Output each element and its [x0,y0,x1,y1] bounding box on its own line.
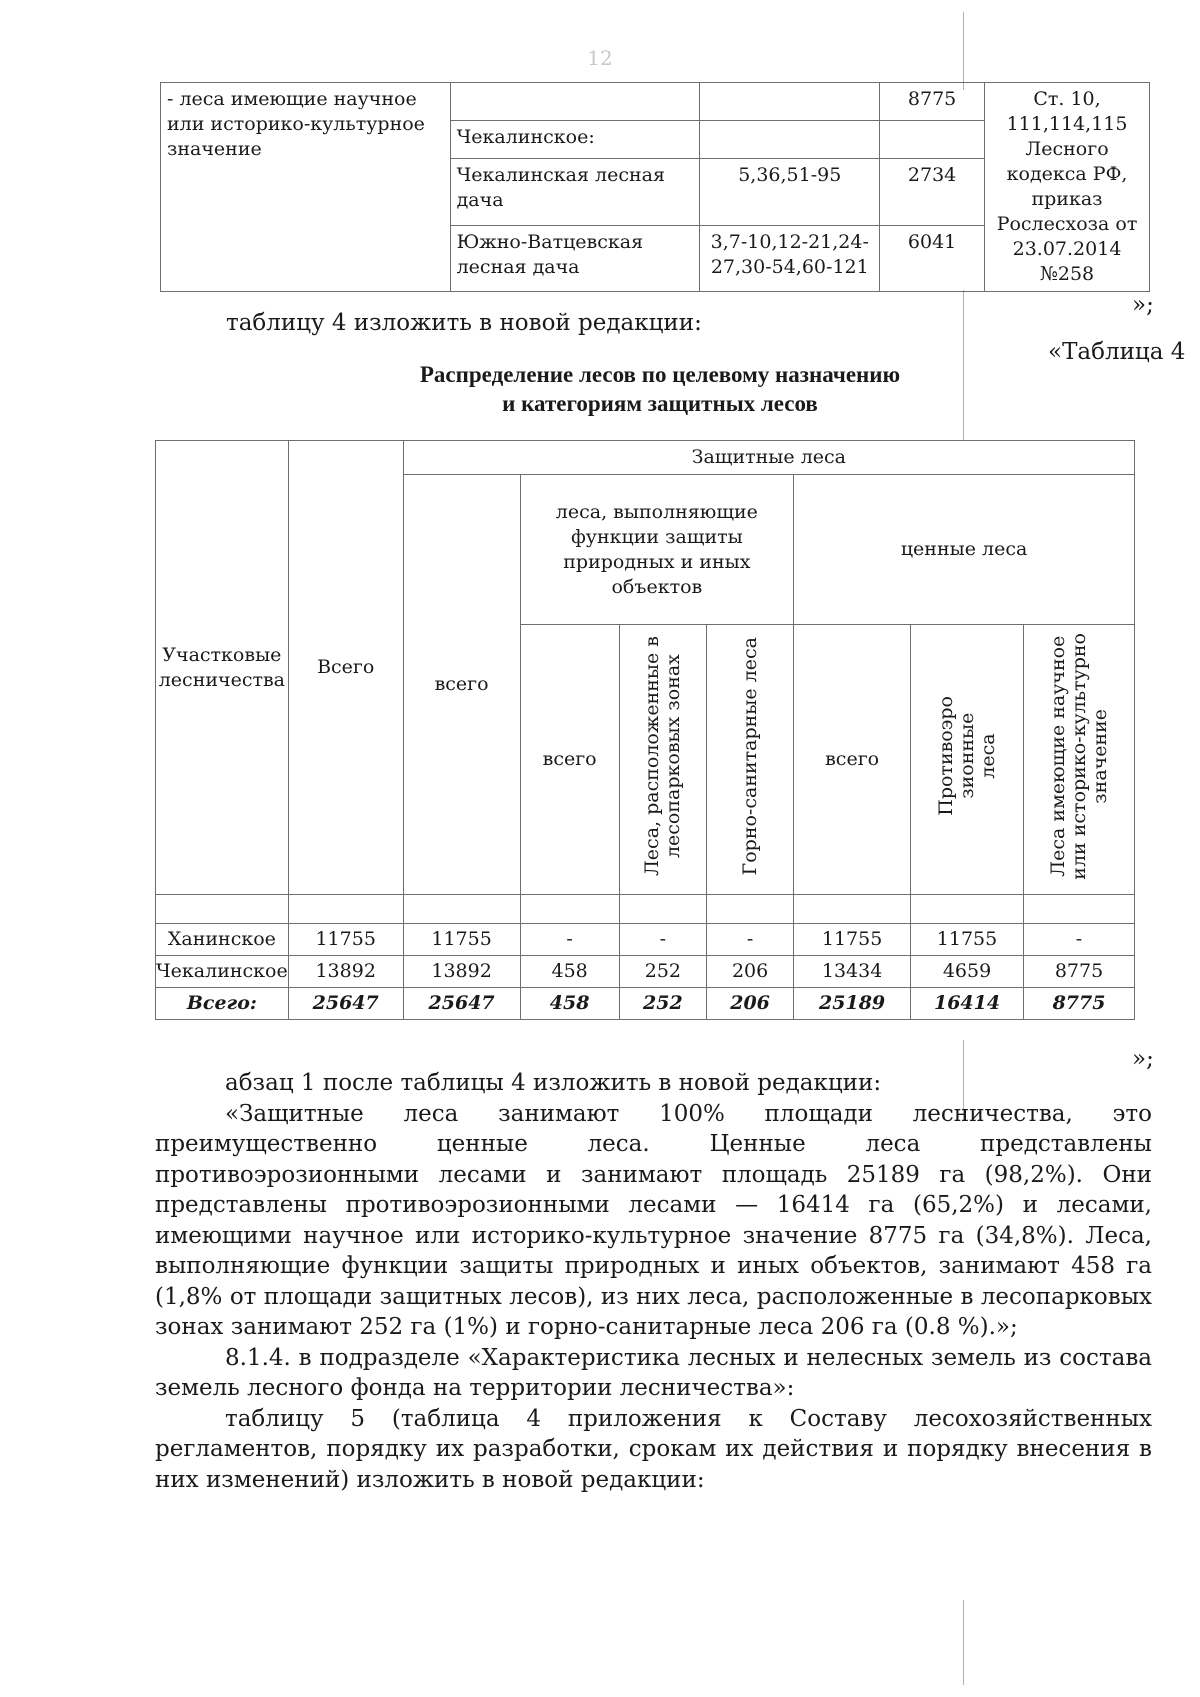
cell-pf-total: 458 [520,956,619,988]
header-scientific [1024,625,1135,895]
cell-name: Ханинское [156,924,289,956]
title-line: Распределение лесов по целевому назначению [419,362,901,387]
area-cell: 2734 [880,159,985,225]
header-protection-functions: леса, выполняющие функции защиты природных и иных объектов [520,475,794,625]
area-cell: 6041 [880,225,985,291]
table-caption: «Таблица 4 [1048,339,1186,365]
empty-cell [794,895,911,924]
header-valuable: ценные леса [794,475,1135,625]
header-pf-total: всего [520,625,619,895]
header-scientific-text: Леса имеющие научное или историко-культурно значение [1046,632,1111,880]
table-row [156,956,1135,988]
header-mountain [706,625,793,895]
empty-cell [403,895,520,924]
top-table [160,82,1150,292]
cell-total: 13892 [288,956,403,988]
category-total-cell: 8775 [880,83,985,121]
cell-val-total: 13434 [794,956,911,988]
cell-pf-total: 458 [520,988,619,1020]
empty-cell [1024,895,1135,924]
dacha-name-cell: Южно-Ватцевская лесная дача [450,225,700,291]
forestry-cell: Чекалинское: [450,121,700,159]
cell-total: 11755 [288,924,403,956]
cell-name: Всего: [156,988,289,1020]
empty-cell [700,121,880,159]
paragraph: таблицу 5 (таблица 4 приложения к Составу лесохозяйственных регламентов, порядку их разработки, срокам их действия и порядку внесения в них изменений) изложить в новой редакции: [155,1405,1152,1493]
header-anti-erosion-text: Противоэро зионные леса [934,696,999,816]
cell-prot-total: 11755 [403,924,520,956]
header-val-total: всего [794,625,911,895]
header-anti-erosion [911,625,1024,895]
empty-cell [288,895,403,924]
empty-cell [880,121,985,159]
quarters-cell: 5,36,51-95 [700,159,880,225]
quote-end: »; [1132,1046,1154,1072]
cell-prot-total: 25647 [403,988,520,1020]
empty-cell [706,895,793,924]
cell-prot-total: 13892 [403,956,520,988]
cell-anti-erosion: 4659 [911,956,1024,988]
header-prot-total: всего [403,475,520,895]
cell-val-total: 11755 [794,924,911,956]
page-number: 12 [587,46,613,70]
table-row [156,924,1135,956]
empty-cell [911,895,1024,924]
cell-name: Чекалинское [156,956,289,988]
table-title [300,360,1020,418]
empty-cell [700,83,880,121]
quarters-cell: 3,7-10,12-21,24-27,30-54,60-121 [700,225,880,291]
legal-basis-cell: Ст. 10, 111,114,115 Лесного кодекса РФ, приказ Рослесхоза от 23.07.2014 №258 [985,83,1150,292]
instruction-text: таблицу 4 изложить в новой редакции: [226,310,702,336]
cell-mountain: 206 [706,988,793,1020]
empty-cell [619,895,706,924]
cell-mountain: 206 [706,956,793,988]
header-forest-park [619,625,706,895]
paragraph: 8.1.4. в подразделе «Характеристика лесных и нелесных земель из состава земель лесного фонда на территории лесничества»: [155,1344,1152,1401]
category-cell: - леса имеющие научное или историко-культурное значение [161,83,451,292]
margin-line [963,12,964,90]
title-line: и категориям защитных лесов [502,391,818,416]
margin-line [963,1600,964,1685]
distribution-table [155,440,1135,1020]
paragraph: «Защитные леса занимают 100% площади лесничества, это преимущественно ценные леса. Ценные леса представлены противоэрозионными лесами и занимают площадь 25189 га (98,2%). Они представлены противоэрозионными лесами — 16414 га (65,2%) и лесами, имеющими научное или историко-культурное значение 8775 га (34,8%). Леса, выполняющие функции защиты природных и иных объектов, занимают 458 га (1,8% от площади защитных лесов), из них леса, расположенные в лесопарковых зонах занимают 252 га (1%) и горно-санитарные леса 206 га (0.8 %).»; [155,1100,1152,1340]
quote-end: »; [1132,292,1154,318]
empty-cell [156,895,289,924]
paragraph: абзац 1 после таблицы 4 изложить в новой редакции: [225,1070,882,1096]
cell-total: 25647 [288,988,403,1020]
header-forestry: Участковые лесничества [156,441,289,895]
cell-mountain: - [706,924,793,956]
cell-scientific: 8775 [1024,988,1135,1020]
empty-cell [450,83,700,121]
cell-scientific: - [1024,924,1135,956]
header-forest-park-text: Леса, расположенные в лесопарковых зонах [640,635,684,877]
cell-forest-park: 252 [619,956,706,988]
cell-forest-park: 252 [619,988,706,1020]
header-total: Всего [288,441,403,895]
body-text [155,1068,1152,1495]
cell-forest-park: - [619,924,706,956]
cell-pf-total: - [520,924,619,956]
totals-row [156,988,1135,1020]
empty-cell [520,895,619,924]
header-mountain-text: Горно-санитарные леса [738,636,761,876]
cell-val-total: 25189 [794,988,911,1020]
dacha-name-cell: Чекалинская лесная дача [450,159,700,225]
cell-anti-erosion: 16414 [911,988,1024,1020]
header-protective: Защитные леса [403,441,1134,475]
cell-scientific: 8775 [1024,956,1135,988]
cell-anti-erosion: 11755 [911,924,1024,956]
table-row [156,895,1135,924]
